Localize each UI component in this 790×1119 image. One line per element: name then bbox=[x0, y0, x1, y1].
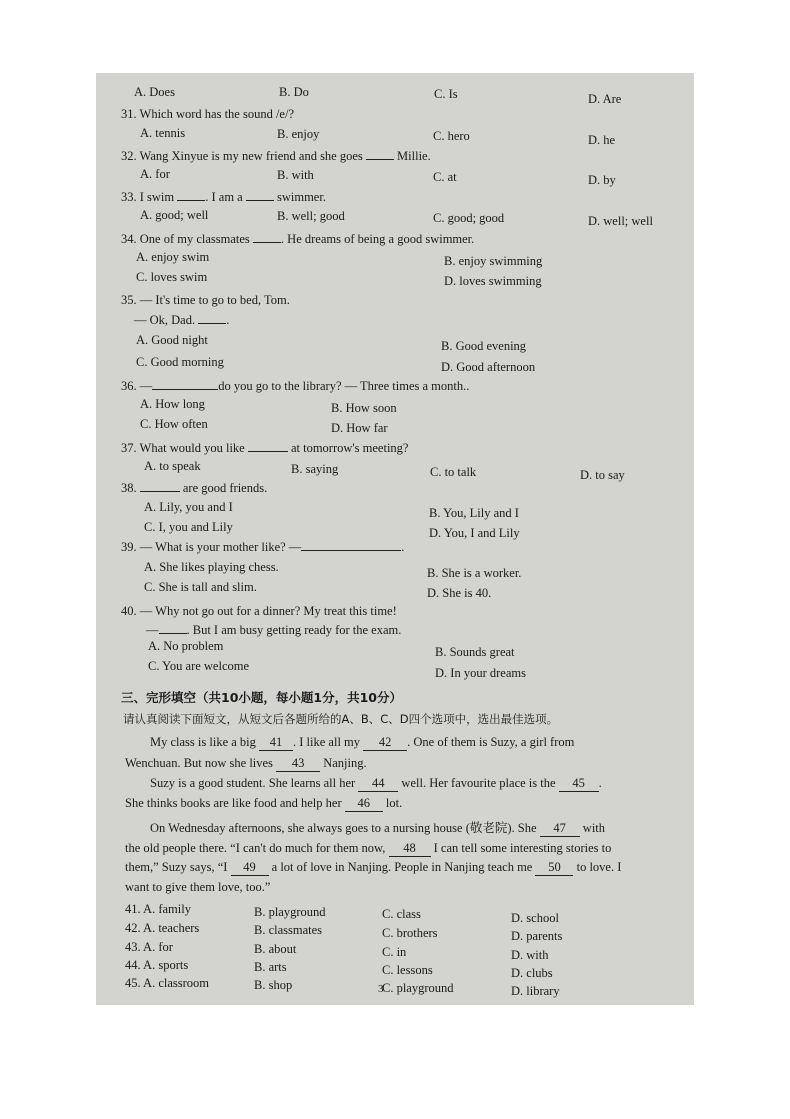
cloze-option: B. playground bbox=[254, 905, 326, 919]
section-heading: 三、完形填空（共10小题，每小题1分，共10分） bbox=[121, 690, 402, 705]
cloze-option: D. clubs bbox=[511, 966, 553, 980]
answer-blank bbox=[246, 200, 274, 201]
option-prev-b: B. Do bbox=[279, 85, 309, 99]
cloze-option: 45. A. classroom bbox=[125, 976, 210, 990]
option: B. How soon bbox=[331, 401, 397, 415]
option: B. with bbox=[277, 168, 314, 182]
passage-text: I can tell some interesting stories to bbox=[430, 841, 612, 855]
answer-blank bbox=[301, 550, 401, 551]
question-text: 33. I swim bbox=[121, 190, 178, 204]
passage-line: want to give them love, too.” bbox=[125, 880, 271, 894]
blank-43: 43 bbox=[276, 755, 320, 772]
passage-text: . I like all my bbox=[293, 735, 364, 749]
cloze-option: 41. A. family bbox=[125, 902, 191, 916]
question-32 bbox=[121, 148, 431, 164]
option: A. No problem bbox=[148, 639, 224, 653]
question-37 bbox=[121, 440, 408, 456]
section-instruction: 请认真阅读下面短文，从短文后各题所给的A、B、C、D四个选项中，选出最佳选项。 bbox=[123, 712, 559, 726]
cloze-option: C. playground bbox=[382, 981, 454, 995]
passage-text: On Wednesday afternoons, she always goes to a nursing house (敬老院). She bbox=[150, 821, 540, 835]
cloze-option: D. with bbox=[511, 948, 549, 962]
option: B. enjoy bbox=[277, 127, 320, 141]
passage-text: Wenchuan. But now she lives bbox=[125, 756, 277, 770]
option: D. How far bbox=[331, 421, 388, 435]
cloze-option: C. in bbox=[382, 945, 407, 959]
blank-41: 41 bbox=[259, 734, 293, 751]
option: C. I, you and Lily bbox=[144, 520, 233, 534]
question-text: 32. Wang Xinyue is my new friend and she goes bbox=[121, 149, 366, 163]
passage-line bbox=[125, 755, 367, 772]
option: C. good; good bbox=[433, 211, 505, 225]
cloze-option: D. school bbox=[511, 911, 559, 925]
cloze-option: C. lessons bbox=[382, 963, 433, 977]
question-text: — Ok, Dad. bbox=[134, 313, 199, 327]
passage-line bbox=[150, 820, 605, 837]
passage-text: with bbox=[579, 821, 606, 835]
option: D. loves swimming bbox=[444, 274, 542, 288]
cloze-option: B. shop bbox=[254, 978, 293, 992]
blank-42: 42 bbox=[363, 734, 407, 751]
passage-text: She thinks books are like food and help her bbox=[125, 796, 345, 810]
question-text: . I am a bbox=[205, 190, 246, 204]
passage-line bbox=[125, 859, 621, 876]
question-text: are good friends. bbox=[179, 481, 268, 495]
question-35-reply: — Ok, Dad. . bbox=[134, 313, 230, 327]
option: A. Good night bbox=[136, 333, 208, 347]
question-40-reply: — . But I am busy getting ready for the exam. bbox=[146, 623, 402, 637]
answer-blank bbox=[152, 389, 218, 390]
cloze-option: 43. A. for bbox=[125, 940, 173, 954]
question-text: at tomorrow's meeting? bbox=[287, 441, 409, 455]
passage-line bbox=[125, 840, 611, 857]
question-text: swimmer. bbox=[273, 190, 326, 204]
question-38 bbox=[121, 480, 267, 496]
option: D. Good afternoon bbox=[441, 360, 536, 374]
option: A. enjoy swim bbox=[136, 250, 210, 264]
answer-blank bbox=[140, 491, 180, 492]
question-34 bbox=[121, 231, 474, 247]
blank-49: 49 bbox=[231, 859, 269, 876]
option: A. for bbox=[140, 167, 170, 181]
option: C. at bbox=[433, 170, 457, 184]
question-text: 34. One of my classmates bbox=[121, 232, 253, 246]
cloze-option: 42. A. teachers bbox=[125, 921, 200, 935]
question-text: do you go to the library? — Three times a month.. bbox=[218, 379, 470, 393]
option: A. tennis bbox=[140, 126, 186, 140]
option: D. You, I and Lily bbox=[429, 526, 520, 540]
passage-text: . One of them is Suzy, a girl from bbox=[407, 735, 575, 749]
passage-text: them,” Suzy says, “I bbox=[125, 860, 231, 874]
option-prev-d: D. Are bbox=[588, 92, 622, 106]
option: C. She is tall and slim. bbox=[144, 580, 257, 594]
passage-text: Nanjing. bbox=[320, 756, 367, 770]
question-31: 31. Which word has the sound /e/? bbox=[121, 107, 294, 121]
blank-46: 46 bbox=[345, 795, 383, 812]
cloze-option: D. parents bbox=[511, 929, 563, 943]
cloze-option: B. arts bbox=[254, 960, 287, 974]
exam-page bbox=[96, 73, 694, 1005]
passage-text: a lot of love in Nanjing. People in Nanjing teach me bbox=[268, 860, 536, 874]
option: B. enjoy swimming bbox=[444, 254, 543, 268]
passage-text: My class is like a big bbox=[150, 735, 260, 749]
option-prev-c: C. Is bbox=[434, 87, 458, 101]
option: C. loves swim bbox=[136, 270, 208, 284]
question-39: 39. — What is your mother like? — . bbox=[121, 540, 405, 554]
passage-text: lot. bbox=[382, 796, 403, 810]
option: A. to speak bbox=[144, 459, 201, 473]
question-36 bbox=[121, 378, 469, 394]
question-33 bbox=[121, 189, 326, 205]
cloze-option: 44. A. sports bbox=[125, 958, 189, 972]
passage-text: Suzy is a good student. She learns all her bbox=[150, 776, 359, 790]
answer-blank bbox=[177, 200, 205, 201]
option: A. good; well bbox=[140, 208, 209, 222]
option-prev-a: A. Does bbox=[134, 85, 175, 99]
option: C. hero bbox=[433, 129, 470, 143]
answer-blank bbox=[253, 242, 281, 243]
passage-text: to love. I bbox=[573, 860, 622, 874]
answer-blank bbox=[198, 323, 226, 324]
passage-line bbox=[125, 795, 402, 812]
blank-50: 50 bbox=[535, 859, 573, 876]
cloze-option: B. classmates bbox=[254, 923, 323, 937]
option: B. She is a worker. bbox=[427, 566, 522, 580]
option: A. How long bbox=[140, 397, 205, 411]
option: D. well; well bbox=[588, 214, 653, 228]
blank-48: 48 bbox=[389, 840, 431, 857]
question-text: . But I am busy getting ready for the exam. bbox=[186, 623, 402, 637]
passage-text: the old people there. “I can't do much for them now, bbox=[125, 841, 389, 855]
option: B. Sounds great bbox=[435, 645, 515, 659]
question-40: 40. — Why not go out for a dinner? My treat this time! bbox=[121, 604, 397, 618]
blank-44: 44 bbox=[358, 775, 398, 792]
option: B. saying bbox=[291, 462, 339, 476]
blank-47: 47 bbox=[540, 820, 580, 837]
cloze-option: C. brothers bbox=[382, 926, 438, 940]
question-text: 37. What would you like bbox=[121, 441, 248, 455]
answer-blank bbox=[248, 451, 288, 452]
cloze-option: C. class bbox=[382, 907, 421, 921]
passage-line: Suzy is a good student. She learns all her 44 well. Her favourite place is the 45 . bbox=[150, 776, 602, 790]
cloze-option: D. library bbox=[511, 984, 560, 998]
question-text: 39. — What is your mother like? — bbox=[121, 540, 302, 554]
option: D. In your dreams bbox=[435, 666, 526, 680]
option: D. to say bbox=[580, 468, 625, 482]
question-text: Millie. bbox=[393, 149, 431, 163]
option: C. You are welcome bbox=[148, 659, 250, 673]
answer-blank bbox=[159, 633, 187, 634]
option: B. well; good bbox=[277, 209, 345, 223]
option: C. Good morning bbox=[136, 355, 224, 369]
option: D. he bbox=[588, 133, 616, 147]
option: D. She is 40. bbox=[427, 586, 492, 600]
blank-45: 45 bbox=[559, 775, 599, 792]
option: C. to talk bbox=[430, 465, 477, 479]
option: B. You, Lily and I bbox=[429, 506, 519, 520]
question-text: 36. — bbox=[121, 379, 153, 393]
passage-line bbox=[150, 734, 574, 751]
question-text: . He dreams of being a good swimmer. bbox=[280, 232, 475, 246]
cloze-option: B. about bbox=[254, 942, 297, 956]
passage-text: well. Her favourite place is the bbox=[398, 776, 559, 790]
page-number: 3 bbox=[378, 983, 384, 995]
option: A. She likes playing chess. bbox=[144, 560, 279, 574]
question-35: 35. — It's time to go to bed, Tom. bbox=[121, 293, 290, 307]
option: D. by bbox=[588, 173, 616, 187]
answer-blank bbox=[366, 159, 394, 160]
option: B. Good evening bbox=[441, 339, 527, 353]
option: A. Lily, you and I bbox=[144, 500, 233, 514]
option: C. How often bbox=[140, 417, 208, 431]
question-text: 38. bbox=[121, 481, 140, 495]
